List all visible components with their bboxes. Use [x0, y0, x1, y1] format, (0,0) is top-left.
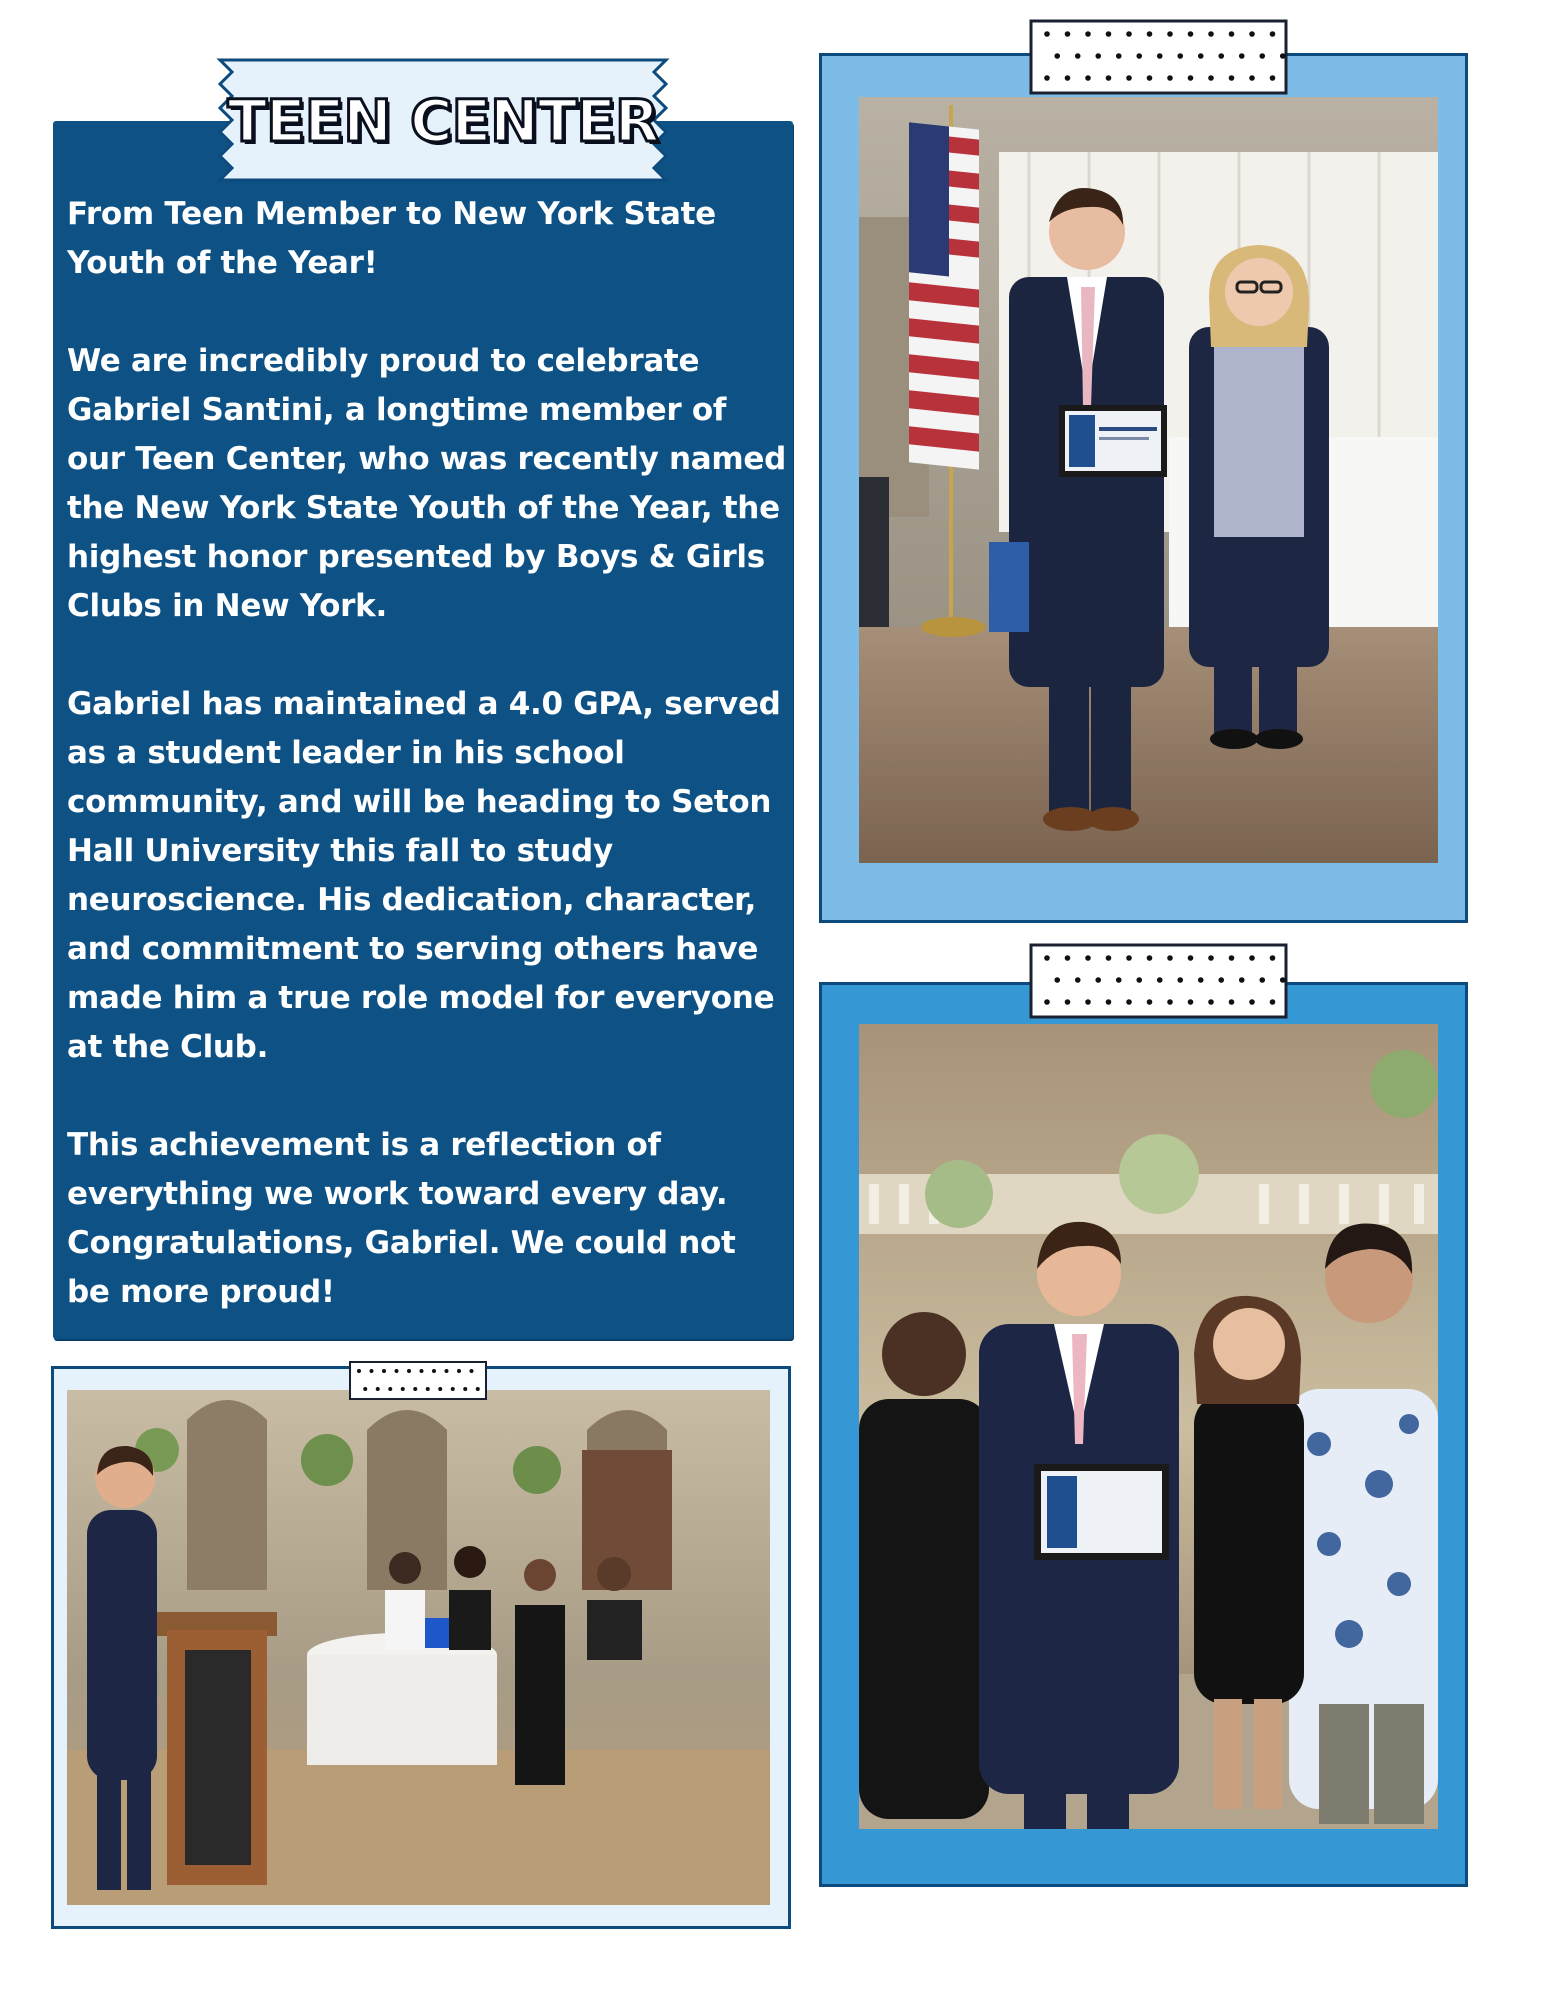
article-paragraph: Gabriel has maintained a 4.0 GPA, served as a student leader in his school community, and will be heading to Seton Hall University this fall to study neuroscience. His dedication, character, and commitment to serving others have made him a true role model for everyone at the Club. — [67, 686, 781, 1065]
speech-photo — [67, 1390, 770, 1905]
article-headline: From Teen Member to New York State Youth of the Year! — [67, 196, 716, 281]
award-photo — [859, 97, 1438, 863]
group-photo — [859, 1024, 1438, 1829]
article-paragraph: We are incredibly proud to celebrate Gabriel Santini, a longtime member of our Teen Center, who was recently named the New York State Youth of the Year, the highest honor presented by Boys & Girls Clubs in New York. — [67, 343, 787, 624]
article-body — [67, 190, 787, 1317]
page-title: TEEN CENTER — [227, 87, 659, 155]
dotted-tape — [1027, 941, 1290, 1021]
dotted-tape — [1027, 17, 1290, 97]
article-paragraph: This achievement is a reflection of everything we work toward every day. Congratulations, Gabriel. We could not be more proud! — [67, 1127, 736, 1310]
dotted-tape — [347, 1359, 489, 1402]
